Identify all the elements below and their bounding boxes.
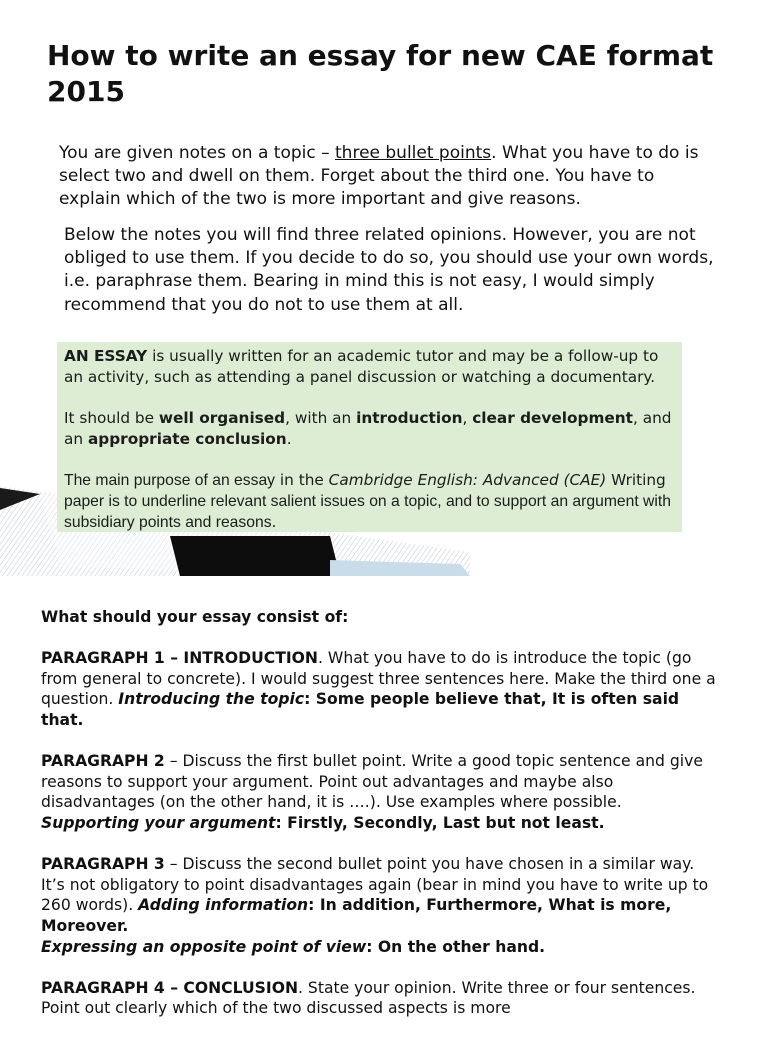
paragraph-1-introduction: PARAGRAPH 1 – INTRODUCTION. What you have to do is introduce the topic (go from general to concrete). I would suggest three sentences here. Make the third one a question. Introducing the topic: Some people believe that, It is often said that. — [41, 649, 716, 729]
essay-purpose: The main purpose of an essay in the Cambridge English: Advanced (CAE) Writing paper is to underline relevant salient issues on a topic, and to support an argument with subsidiary points and reasons. — [64, 471, 671, 531]
paragraph-3-body: PARAGRAPH 3 – Discuss the second bullet point you have chosen in a similar way. It’s not obligatory to point disadvantages again (bear in mind you have to write up to 260 words). Adding information: In addition, Furthermore, What is more, Moreover. Expressing an opposite point of view: On the other hand. — [41, 855, 709, 956]
intro-paragraph: You are given notes on a topic – three bullet points. What you have to do is select two and dwell on them. Forget about the third one. You have to explain which of the two is more important and give reasons. — [59, 143, 699, 209]
opinions-paragraph: Below the notes you will find three related opinions. However, you are not obliged to use them. If you decide to do so, you should use your own words, i.e. paraphrase them. Bearing in mind this is not easy, I would simply recommend that you do not to use them at all. — [64, 225, 714, 315]
section-heading: What should your essay consist of: — [41, 608, 349, 626]
page-title: How to write an essay for new CAE format 2015 — [47, 39, 714, 108]
paragraph-2-body: PARAGRAPH 2 – Discuss the first bullet point. Write a good topic sentence and give reasons to support your argument. Point out advantages and maybe also disadvantages (on the other hand, it is ….). Use examples where possible. Supporting your argument: Firstly, Secondly, Last but not least. — [41, 752, 703, 832]
essay-definition: AN ESSAY is usually written for an academic tutor and may be a follow-up to an activity, such as attending a panel discussion or watching a documentary. — [64, 347, 659, 386]
paragraph-4-conclusion: PARAGRAPH 4 – CONCLUSION. State your opinion. Write three or four sentences. Point out clearly which of the two discussed aspects is more — [41, 978, 696, 1018]
three-bullet-points-link: three bullet points — [335, 143, 492, 163]
essay-requirements: It should be well organised, with an introduction, clear development, and an appropriate conclusion. — [64, 409, 672, 448]
essay-structure-document — [41, 607, 721, 1039]
essay-definition-box — [57, 342, 682, 532]
